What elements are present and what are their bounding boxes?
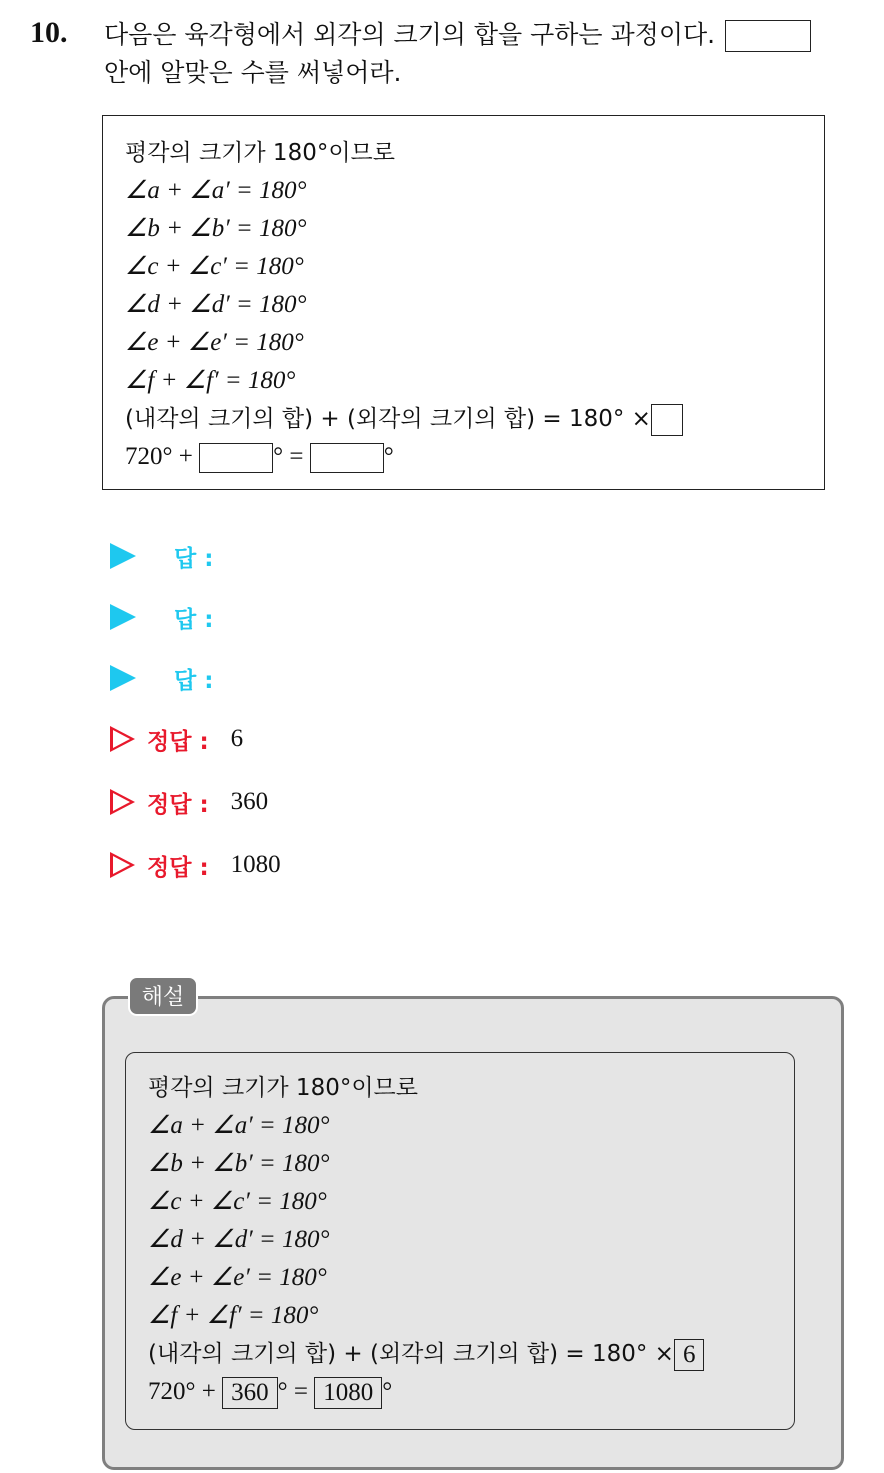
play-triangle-icon bbox=[110, 543, 136, 569]
equation-e: ∠e + ∠e′ = 180° bbox=[125, 329, 304, 356]
question-blank-marker bbox=[725, 20, 811, 52]
question-line-1: 다음은 육각형에서 외각의 크기의 합을 구하는 과정이다. bbox=[104, 20, 716, 49]
correct-label: 정답 : bbox=[147, 854, 209, 881]
equation-c: ∠c + ∠c′ = 180° bbox=[125, 253, 304, 280]
blank-box-2[interactable] bbox=[199, 443, 273, 473]
solution-sum-equation bbox=[148, 1335, 794, 1373]
sum-equation bbox=[125, 400, 824, 438]
question-number: 10. bbox=[30, 16, 68, 49]
solution-blank-2: 360 bbox=[222, 1377, 278, 1409]
final-equation bbox=[125, 438, 824, 476]
final-part-a: 720° + bbox=[125, 443, 193, 470]
equation-a: ∠a + ∠a′ = 180° bbox=[125, 177, 307, 204]
question-text bbox=[104, 16, 864, 92]
outline-triangle-icon bbox=[110, 852, 135, 878]
solution-blank-3: 1080 bbox=[314, 1377, 382, 1409]
equation-d: ∠d + ∠d′ = 180° bbox=[125, 291, 307, 318]
solution-final-c: ° bbox=[382, 1378, 393, 1405]
solution-final-equation bbox=[148, 1373, 794, 1411]
solution-equation-f: ∠f + ∠f′ = 180° bbox=[148, 1302, 319, 1329]
solution-sum-text: (내각의 크기의 합) + (외각의 크기의 합) = 180° × bbox=[148, 1341, 674, 1367]
solution-final-b: ° = bbox=[277, 1378, 308, 1405]
solution-equation-c: ∠c + ∠c′ = 180° bbox=[148, 1188, 327, 1215]
problem-box bbox=[102, 115, 825, 490]
answer-row-1 bbox=[110, 538, 213, 574]
answer-label: 답 : bbox=[174, 606, 214, 633]
equation-f: ∠f + ∠f′ = 180° bbox=[125, 367, 296, 394]
solution-final-a: 720° + bbox=[148, 1378, 216, 1405]
outline-triangle-icon bbox=[110, 726, 135, 752]
blank-box-3[interactable] bbox=[310, 443, 384, 473]
solution-equation-e: ∠e + ∠e′ = 180° bbox=[148, 1264, 327, 1291]
box-intro: 평각의 크기가 180°이므로 bbox=[125, 140, 395, 166]
final-part-c: ° bbox=[383, 443, 394, 470]
correct-answer-row-1 bbox=[110, 721, 243, 757]
sum-equation-text: (내각의 크기의 합) + (외각의 크기의 합) = 180° × bbox=[125, 406, 651, 432]
correct-label: 정답 : bbox=[147, 728, 209, 755]
outline-triangle-icon bbox=[110, 789, 135, 815]
answer-label: 답 : bbox=[174, 545, 214, 572]
answer-row-3 bbox=[110, 660, 213, 696]
solution-equation-b: ∠b + ∠b′ = 180° bbox=[148, 1150, 330, 1177]
answer-row-2 bbox=[110, 599, 213, 635]
solution-equation-a: ∠a + ∠a′ = 180° bbox=[148, 1112, 330, 1139]
blank-box-1[interactable] bbox=[651, 404, 683, 436]
answer-label: 답 : bbox=[174, 667, 214, 694]
solution-tab: 해설 bbox=[128, 976, 198, 1016]
correct-value-1: 6 bbox=[230, 725, 244, 752]
play-triangle-icon bbox=[110, 665, 136, 691]
correct-answer-row-3 bbox=[110, 847, 281, 883]
solution-intro: 평각의 크기가 180°이므로 bbox=[148, 1075, 418, 1101]
final-part-b: ° = bbox=[273, 443, 304, 470]
equation-b: ∠b + ∠b′ = 180° bbox=[125, 215, 307, 242]
question-line-2: 안에 알맞은 수를 써넣어라. bbox=[104, 58, 402, 87]
solution-equation-d: ∠d + ∠d′ = 180° bbox=[148, 1226, 330, 1253]
correct-value-3: 1080 bbox=[230, 851, 281, 878]
correct-answer-row-2 bbox=[110, 784, 268, 820]
solution-box bbox=[125, 1052, 795, 1430]
solution-blank-1: 6 bbox=[674, 1339, 705, 1371]
correct-value-2: 360 bbox=[230, 788, 269, 815]
play-triangle-icon bbox=[110, 604, 136, 630]
correct-label: 정답 : bbox=[147, 791, 209, 818]
